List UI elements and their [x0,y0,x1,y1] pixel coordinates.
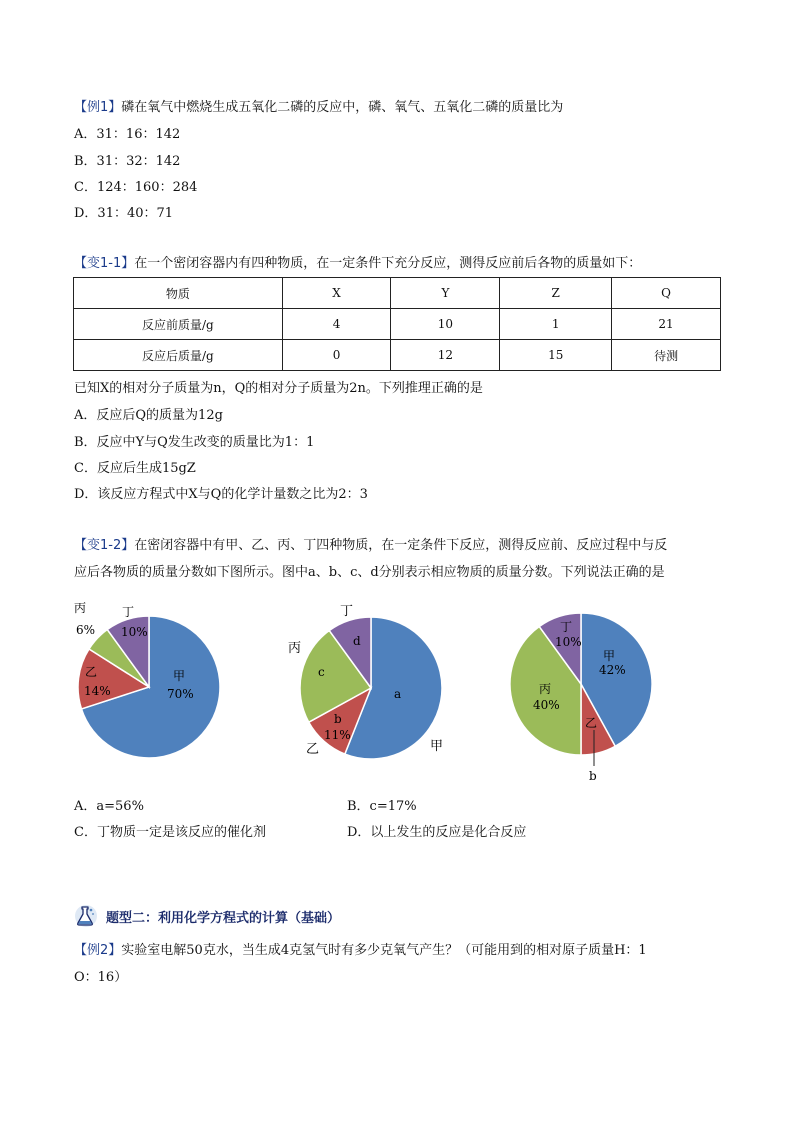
pie2-label-b-pct: 11% [324,728,351,742]
pie1-label-yi-name: 乙 [85,665,98,679]
table-cell: 15 [500,340,612,371]
table-cell: 待测 [612,340,721,371]
var12-question-line2: 应后各物质的质量分数如下图所示。图中a、b、c、d分别表示相应物质的质量分数。下列说法正确的是 [74,565,665,580]
pie-chart-during [300,617,442,759]
var12-text: 在密闭容器中有甲、乙、丙、丁四种物质，在一定条件下反应，测得反应前、反应过程中与反 [134,538,668,553]
pie2-label-c: c [318,665,325,679]
var11-option-c: C．反应后生成15gZ [74,461,196,476]
ex2-tag: 【例2】 [74,943,122,958]
table-header-cell: X [282,278,391,309]
table-row [74,309,721,340]
table-header-cell: Z [500,278,612,309]
table-cell: 反应后质量/g [74,340,283,371]
var12-option-b: B．c=17% [347,799,417,814]
ex1-option-b: B．31：32：142 [74,154,181,169]
pie2-label-bing-name: 丙 [288,641,302,656]
table-cell: 1 [500,309,612,340]
pie3-label-jia-name: 甲 [603,649,616,663]
pie-figure [0,590,794,790]
pie2-label-d: d [353,634,361,648]
pie2-label-b: b [334,712,342,726]
var11-option-d: D．该反应方程式中X与Q的化学计量数之比为2：3 [74,487,368,502]
section-title: 题型二：利用化学方程式的计算（基础） [106,911,341,926]
pie1-label-ding-pct: 10% [121,625,148,639]
pie1-label-yi-pct: 14% [84,684,111,698]
pie1-label-ding-name: 丁 [122,605,135,619]
pie3-label-jia-pct: 42% [599,663,626,677]
var11-tag: 【变1-1】 [74,256,135,271]
pie2-label-yi-name: 乙 [306,742,320,757]
ex1-option-a: A．31：16：142 [74,127,181,142]
pie3-label-yi-name: 乙 [585,716,598,730]
pie3-label-ding-pct: 10% [555,635,582,649]
table-row [74,340,721,371]
ex1-text: 磷在氧气中燃烧生成五氧化二磷的反应中，磷、氧气、五氧化二磷的质量比为 [121,100,564,115]
ex1-tag: 【例1】 [74,100,122,115]
ex1-option-c: C．124：160：284 [74,180,198,195]
ex1-option-d: D．31：40：71 [74,206,174,221]
pie2-label-a: a [394,687,402,701]
ex2-line2: O：16） [74,970,128,985]
pie1-label-bing-pct: 6% [76,623,96,637]
var11-option-b: B．反应中Y与Q发生改变的质量比为1：1 [74,435,315,450]
var12-tag: 【变1-2】 [74,538,135,553]
table-cell: 反应前质量/g [74,309,283,340]
table-header-cell: Y [391,278,500,309]
pie1-label-bing-name: 丙 [74,601,87,615]
table-cell: 10 [391,309,500,340]
table-cell: 12 [391,340,500,371]
var11-option-a: A．反应后Q的质量为12g [74,408,223,423]
var12-question-line1 [74,537,667,555]
mass-table [73,277,721,371]
var12-option-a: A．a=56% [74,799,144,814]
pie2-label-jia-name: 甲 [430,739,444,754]
pie1-label-jia-pct: 70% [167,687,194,701]
var11-question [74,255,641,273]
pie3-label-ding-name: 丁 [560,620,573,634]
var12-option-c: C．丁物质一定是该反应的催化剂 [74,825,266,840]
var11-text: 在一个密闭容器内有四种物质，在一定条件下充分反应，测得反应前后各物的质量如下： [134,256,642,271]
pie3-label-b: b [589,769,597,783]
pie3-label-bing-name: 丙 [539,682,552,696]
flask-icon [72,903,98,929]
pie3-label-bing-pct: 40% [533,698,560,712]
var11-note: 已知X的相对分子质量为n，Q的相对分子质量为2n。下列推理正确的是 [74,381,483,396]
table-cell: 4 [282,309,391,340]
table-cell: 0 [282,340,391,371]
ex2-line1 [74,942,647,960]
table-header-cell: 物质 [74,278,283,309]
pie1-label-jia-name: 甲 [173,669,186,683]
ex2-text: 实验室电解50克水，当生成4克氢气时有多少克氧气产生？（可能用到的相对原子质量H：1 [121,943,647,958]
pie2-label-ding-name: 丁 [340,604,354,619]
var12-option-d: D．以上发生的反应是化合反应 [347,825,527,840]
table-header-row [74,278,721,309]
table-cell: 21 [612,309,721,340]
ex1-question [74,99,563,117]
table-header-cell: Q [612,278,721,309]
